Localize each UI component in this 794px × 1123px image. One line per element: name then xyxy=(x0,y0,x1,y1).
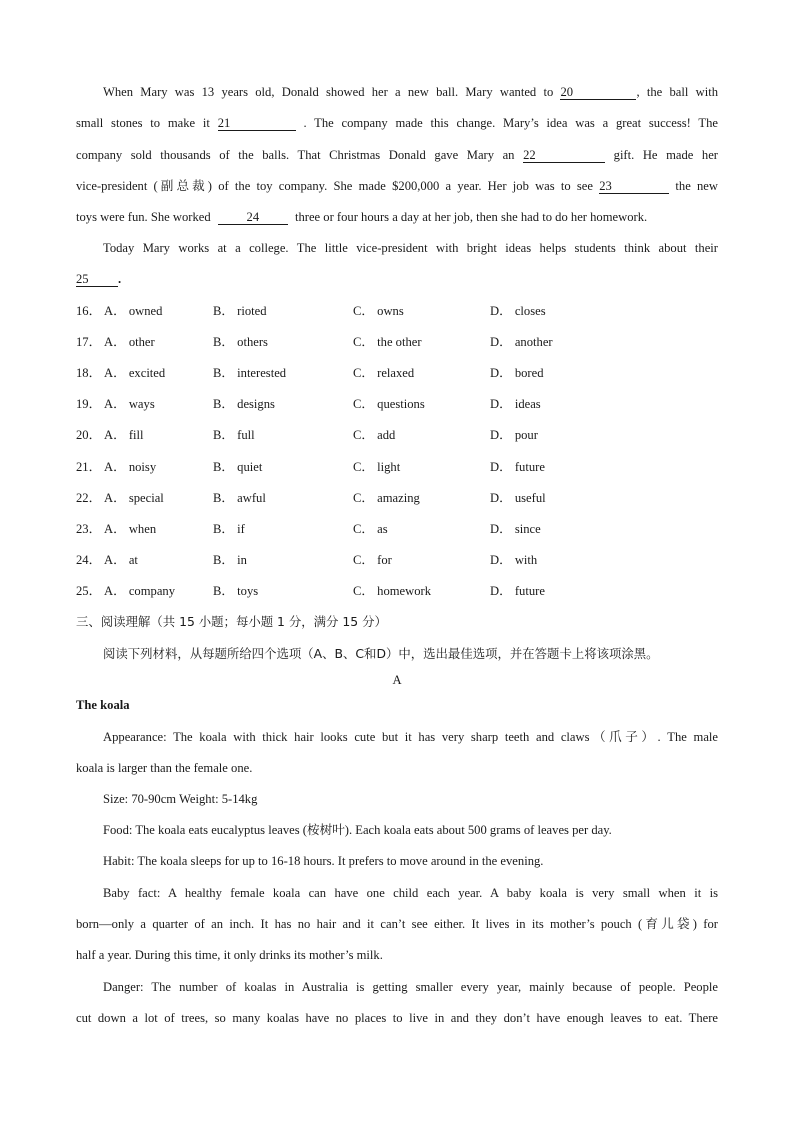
koala-habit: Habit: The koala sleeps for up to 16-18 hours. It prefers to move around in the evening. xyxy=(103,854,544,868)
option-b: B． in xyxy=(213,553,247,567)
question-number: 16． xyxy=(76,304,102,318)
option-c: C． relaxed xyxy=(353,366,415,380)
option-row xyxy=(76,334,718,350)
cloze-text: the new xyxy=(675,179,718,193)
cloze-line-2 xyxy=(76,115,718,131)
section-heading: 三、阅读理解（共 15 小题；每小题 1 分，满分 15 分） xyxy=(76,614,387,629)
option-c: C． add xyxy=(353,428,396,442)
question-number: 18． xyxy=(76,366,102,380)
question-number: 21． xyxy=(76,460,102,474)
koala-size: Size: 70-90cm Weight: 5-14kg xyxy=(103,792,258,806)
option-a: A． fill xyxy=(104,428,144,442)
part-label: A xyxy=(392,673,402,687)
option-d: D． future xyxy=(490,584,545,598)
option-a: A． noisy xyxy=(104,460,157,474)
cloze-text: small stones to make it xyxy=(76,116,210,130)
option-row xyxy=(76,552,718,568)
option-d: D． useful xyxy=(490,491,546,505)
option-d: D． with xyxy=(490,553,538,567)
option-row xyxy=(76,459,718,475)
blank-22: 22 xyxy=(523,148,605,163)
question-number: 17． xyxy=(76,335,102,349)
cloze-text: , the ball with xyxy=(636,85,718,99)
option-c: C． owns xyxy=(353,304,404,318)
option-d: D． pour xyxy=(490,428,538,442)
option-a: A． special xyxy=(104,491,164,505)
koala-baby-line-3: half a year. During this time, it only drinks its mother’s milk. xyxy=(76,948,383,962)
blank-21: 21 xyxy=(218,116,296,131)
option-b: B． full xyxy=(213,428,255,442)
option-row xyxy=(76,521,718,537)
option-d: D． another xyxy=(490,335,553,349)
option-a: A． at xyxy=(104,553,138,567)
koala-baby-line-1: Baby fact: A healthy female koala can have one child each year. A baby koala is very small when it is xyxy=(103,886,718,900)
section-instruction: 阅读下列材料，从每题所给四个选项（A、B、C和D）中，选出最佳选项，并在答题卡上将该项涂黑。 xyxy=(103,646,659,661)
option-c: C． the other xyxy=(353,335,422,349)
option-b: B． if xyxy=(213,522,245,536)
blank-20: 20 xyxy=(560,85,636,100)
question-number: 19． xyxy=(76,397,102,411)
cloze-text: . The company made this change. Mary’s idea was a great success! The xyxy=(303,116,718,130)
option-c: C． for xyxy=(353,553,392,567)
option-d: D． closes xyxy=(490,304,546,318)
question-number: 25． xyxy=(76,584,102,598)
koala-danger-line-1: Danger: The number of koalas in Australia is getting smaller every year, mainly because of people. People xyxy=(103,980,718,994)
cloze-line-3 xyxy=(76,147,718,163)
option-b: B． quiet xyxy=(213,460,263,474)
koala-appearance-line-2: koala is larger than the female one. xyxy=(76,761,253,775)
option-c: C． questions xyxy=(353,397,425,411)
cloze-text: three or four hours a day at her job, then she had to do her homework. xyxy=(294,210,648,224)
blank-24: 24 xyxy=(218,210,288,225)
blank-23: 23 xyxy=(599,179,669,194)
option-c: C． amazing xyxy=(353,491,420,505)
cloze-text: vice-president (副总裁) of the toy company. She made $200,000 a year. Her job was to see xyxy=(76,179,593,193)
question-number: 22． xyxy=(76,491,102,505)
option-b: B． interested xyxy=(213,366,287,380)
option-d: D． bored xyxy=(490,366,544,380)
cloze-text: gift. He made her xyxy=(613,148,719,162)
question-number: 24． xyxy=(76,553,102,567)
option-row xyxy=(76,583,718,599)
cloze-text: company sold thousands of the balls. That Christmas Donald gave Mary an xyxy=(76,148,515,162)
option-row xyxy=(76,396,718,412)
passage-title: The koala xyxy=(76,698,130,712)
koala-appearance-line-1: Appearance: The koala with thick hair looks cute but it has very sharp teeth and claws（爪子）. The male xyxy=(103,730,718,744)
koala-baby-line-2: born—only a quarter of an inch. It has no hair and it can’t see either. It lives in its mother’s pouch (育儿袋) for xyxy=(76,917,718,931)
cloze-line-7 xyxy=(76,271,121,287)
cloze-line-1 xyxy=(76,84,718,100)
option-row xyxy=(76,365,718,381)
option-a: A． company xyxy=(104,584,175,598)
option-b: B． toys xyxy=(213,584,259,598)
option-row xyxy=(76,490,718,506)
option-d: D． future xyxy=(490,460,545,474)
option-a: A． owned xyxy=(104,304,163,318)
option-b: B． rioted xyxy=(213,304,267,318)
cloze-line-5 xyxy=(76,209,647,225)
option-c: C． homework xyxy=(353,584,432,598)
option-b: B． others xyxy=(213,335,268,349)
cloze-text: Today Mary works at a college. The little vice-president with bright ideas helps students think about their xyxy=(103,241,718,255)
koala-danger-line-2: cut down a lot of trees, so many koalas have no places to live in and they don’t have enough leaves to eat. There xyxy=(76,1011,718,1025)
option-b: B． designs xyxy=(213,397,275,411)
option-b: B． awful xyxy=(213,491,266,505)
question-number: 20． xyxy=(76,428,102,442)
option-a: A． other xyxy=(104,335,155,349)
option-a: A． excited xyxy=(104,366,166,380)
option-d: D． since xyxy=(490,522,541,536)
cloze-line-4 xyxy=(76,178,718,194)
option-c: C． light xyxy=(353,460,401,474)
option-d: D． ideas xyxy=(490,397,541,411)
cloze-text: toys were fun. She worked xyxy=(76,210,211,224)
option-row xyxy=(76,303,718,319)
option-a: A． ways xyxy=(104,397,155,411)
cloze-text: When Mary was 13 years old, Donald showed her a new ball. Mary wanted to xyxy=(103,85,554,99)
cloze-text: . xyxy=(118,272,122,286)
blank-25: 25 xyxy=(76,272,118,287)
cloze-line-6 xyxy=(76,240,718,256)
question-number: 23． xyxy=(76,522,102,536)
option-a: A． when xyxy=(104,522,157,536)
option-row xyxy=(76,427,718,443)
option-c: C． as xyxy=(353,522,388,536)
koala-food: Food: The koala eats eucalyptus leaves (桉树叶). Each koala eats about 500 grams of leaves per day. xyxy=(103,823,612,837)
